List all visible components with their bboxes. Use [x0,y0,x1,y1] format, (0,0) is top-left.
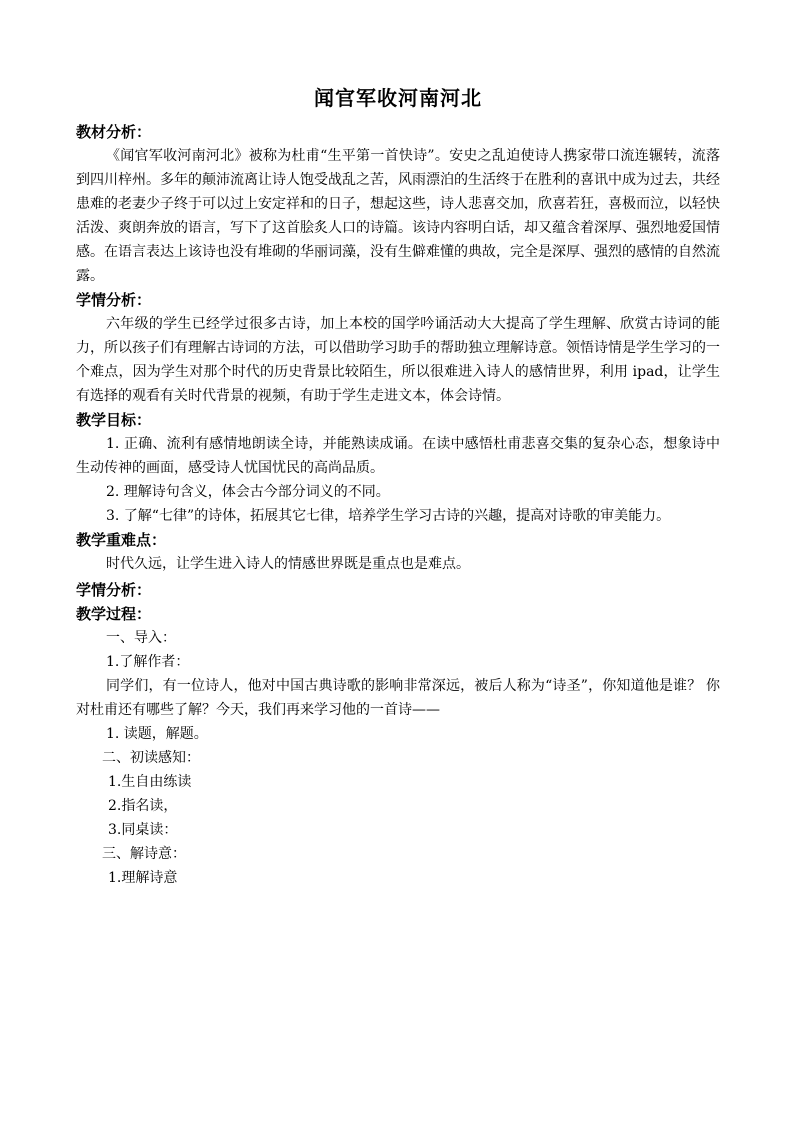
heading-teaching-process: 教学过程： [76,605,152,623]
process-step-1: 一、导入： [106,630,176,646]
goal-item-2: 2. 理解诗句含义，体会古今部分词义的不同。 [106,484,390,500]
heading-difficulty: 教学重难点： [76,531,167,549]
heading-student-analysis: 学情分析： [76,291,152,309]
document-title: 闻官军收河南河北 [314,86,482,110]
process-step-3-1: 1.理解诗意 [108,870,178,886]
heading-teaching-goals: 教学目标： [76,411,152,429]
process-step-2: 二、初读感知： [102,750,200,766]
process-step-2-1: 1.生自由练读 [108,774,192,790]
process-step-3: 三、解诗意： [102,846,186,862]
paragraph-material-analysis: 《闻官军收河南河北》被称为杜甫“生平第一首快诗”。安史之乱迫使诗人携家带口流连辗转，流落到四川梓州。多年的颠沛流离让诗人饱受战乱之苦，风雨漂泊的生活终于在胜利的喜讯中成为过去，共经患难的老妻少子终于可以过上安定祥和的日子，想起这些，诗人悲喜交加，欣喜若狂，喜极而泣，以轻快活泼、爽朗奔放的语言，写下了这首脍炙人口的诗篇。该诗内容明白话，却又蕴含着深厚、强烈地爱国情感。在语言表达上该诗也没有堆砌的华丽词藻，没有生僻难懂的典故，完全是深厚、强烈的感情的自然流露。 [76,148,720,284]
process-step-2-2: 2.指名读， [108,798,178,814]
paragraph-difficulty: 时代久远，让学生进入诗人的情感世界既是重点也是难点。 [106,556,470,572]
process-step-1-1: 1.了解作者： [106,654,190,670]
process-step-1-text: 同学们，有一位诗人，他对中国古典诗歌的影响非常深远，被后人称为“诗圣”，你知道他是谁？ 你对杜甫还有哪些了解？今天，我们再来学习他的一首诗—— [76,678,720,718]
process-step-1-2: 1. 读题，解题。 [106,726,208,742]
process-step-2-3: 3.同桌读： [108,822,178,838]
paragraph-student-analysis: 六年级的学生已经学过很多古诗，加上本校的国学吟诵活动大大提高了学生理解、欣赏古诗词的能力，所以孩子们有理解古诗词的方法，可以借助学习助手的帮助独立理解诗意。领悟诗情是学生学习的一个难点，因为学生对那个时代的历史背景比较陌生，所以很难进入诗人的感情世界，利用 ipad，让学生有选择的观看有关时代背景的视频，有助于学生走进文本，体会诗情。 [76,316,720,404]
goal-item-3: 3. 了解“七律”的诗体，拓展其它七律，培养学生学习古诗的兴趣，提高对诗歌的审美能力。 [106,508,671,524]
goal-item-1: 1. 正确、流利有感情地朗读全诗，并能熟读成诵。在读中感悟杜甫悲喜交集的复杂心态，想象诗中生动传神的画面，感受诗人忧国忧民的高尚品质。 [76,436,720,476]
document-page [76,84,720,890]
heading-material-analysis: 教材分析： [76,123,152,141]
heading-student-analysis-2: 学情分析： [76,581,152,599]
